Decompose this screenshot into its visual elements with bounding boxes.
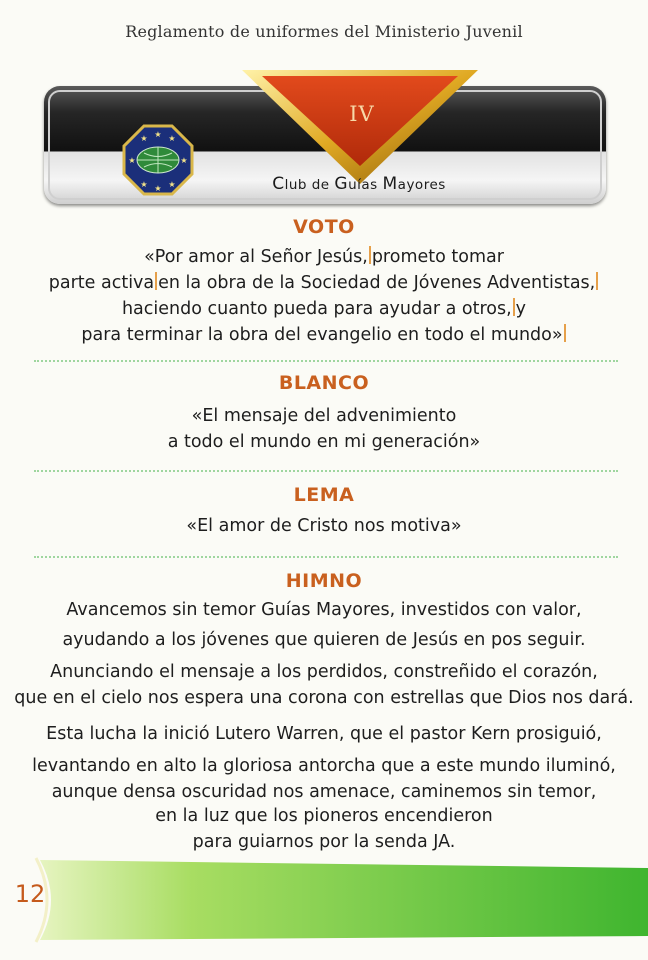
section-title-blanco: BLANCO: [278, 372, 370, 394]
himno-line: Esta lucha la inició Lutero Warren, que el pastor Kern prosiguió,: [46, 724, 602, 744]
voto-line: «Por amor al Señor Jesús, prometo tomar: [144, 247, 504, 267]
section-divider: [34, 556, 618, 558]
blanco-line: a todo el mundo en mi generación»: [167, 432, 481, 452]
himno-line: en la luz que los pioneros encendieron: [155, 806, 493, 826]
svg-text:★: ★: [180, 156, 188, 165]
section-title-himno: HIMNO: [285, 570, 363, 592]
voto-line: haciendo cuanto pueda para ayudar a otros, y: [121, 299, 527, 319]
himno-line: Avancemos sin temor Guías Mayores, investidos con valor,: [66, 600, 582, 620]
section-divider: [34, 360, 618, 362]
club-name: Club de Guías Mayores: [272, 174, 446, 194]
svg-text:★: ★: [128, 156, 136, 165]
section-divider: [34, 470, 618, 472]
svg-text:★: ★: [168, 134, 176, 143]
himno-line: ayudando a los jóvenes que quieren de Jesús en pos seguir.: [62, 630, 586, 650]
himno-line: que en el cielo nos espera una corona con estrellas que Dios nos dará.: [14, 688, 634, 708]
section-title-lema: LEMA: [293, 484, 355, 506]
svg-text:★: ★: [154, 184, 162, 193]
section-title-voto: VOTO: [293, 216, 355, 238]
highlight-mark: [564, 324, 566, 342]
svg-text:★: ★: [168, 180, 176, 189]
club-emblem-icon: [122, 124, 194, 196]
page-number: 12: [14, 880, 46, 908]
svg-text:★: ★: [140, 180, 148, 189]
footer-green-bar: [0, 840, 648, 960]
blanco-line: «El mensaje del advenimiento: [191, 406, 457, 426]
highlight-mark: [513, 298, 515, 316]
himno-line: aunque densa oscuridad nos amenace, caminemos sin temor,: [51, 782, 597, 802]
himno-line: levantando en alto la gloriosa antorcha que a este mundo iluminó,: [32, 756, 616, 776]
svg-text:★: ★: [140, 134, 148, 143]
voto-line: para terminar la obra del evangelio en todo el mundo»: [0, 324, 648, 345]
lema-line: «El amor de Cristo nos motiva»: [186, 516, 462, 536]
roman-numeral: IV: [349, 102, 375, 126]
highlight-mark: [155, 272, 157, 290]
svg-text:★: ★: [154, 130, 162, 139]
himno-line: para guiarnos por la senda JA.: [192, 832, 456, 852]
himno-line: Anunciando el mensaje a los perdidos, constreñido el corazón,: [50, 662, 598, 682]
highlight-mark: [369, 246, 371, 264]
chevron-emblem: [240, 70, 480, 190]
highlight-mark: [596, 272, 598, 290]
voto-line: parte activa en la obra de la Sociedad de Jóvenes Adventistas,: [0, 272, 648, 293]
running-header: Reglamento de uniformes del Ministerio Juvenil: [125, 22, 523, 41]
club-banner: [44, 86, 606, 204]
